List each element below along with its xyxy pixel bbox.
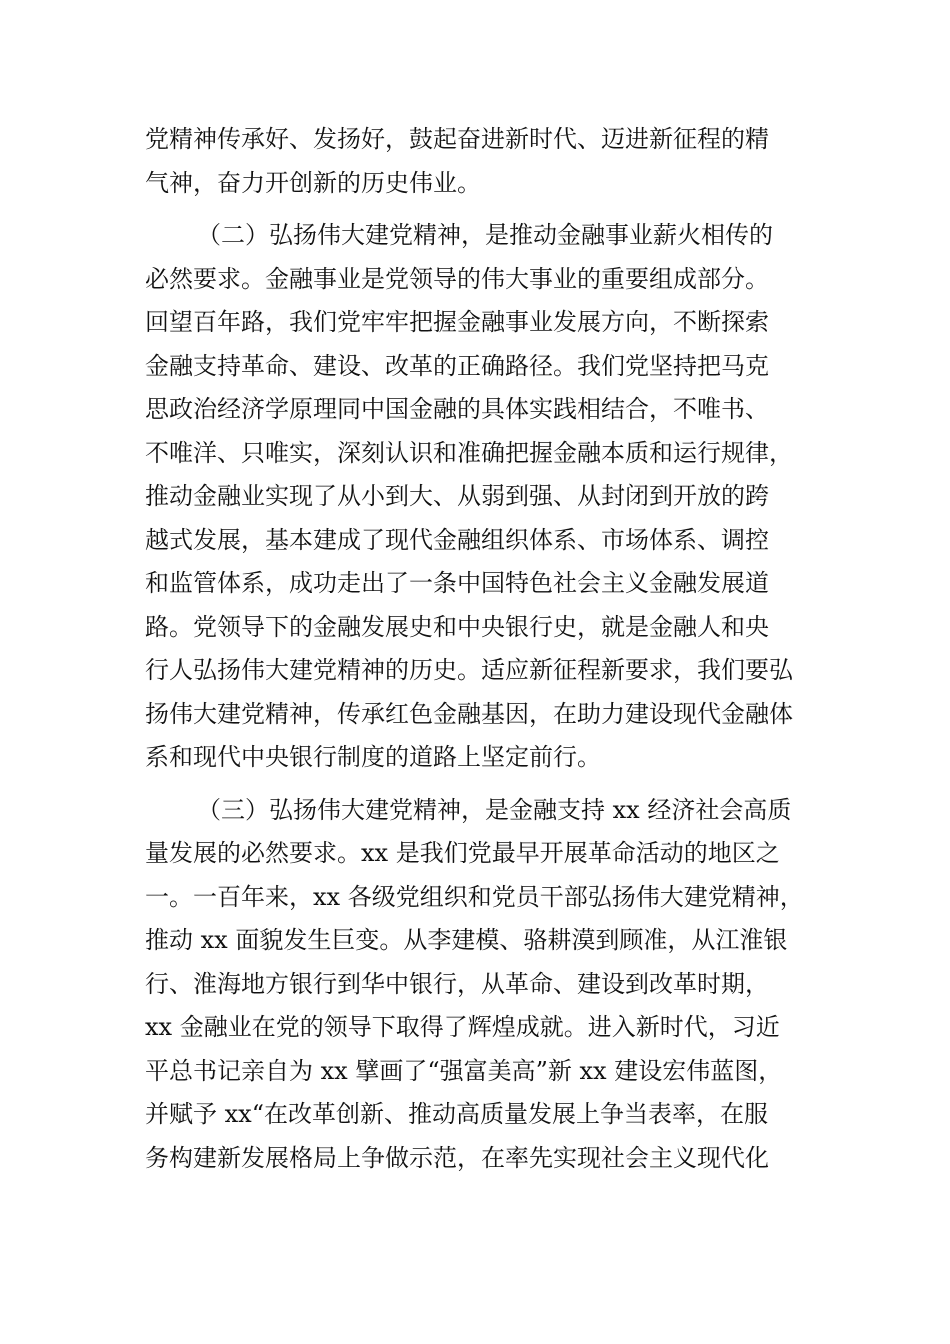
text-line: 必然要求。金融事业是党领导的伟大事业的重要组成部分。 — [145, 264, 769, 293]
text-line: 平总书记亲自为 xx 擘画了“强富美高”新 xx 建设宏伟蓝图， — [145, 1056, 783, 1085]
text-line: 推动金融业实现了从小到大、从弱到强、从封闭到开放的跨 — [145, 482, 769, 510]
text-line: 行人弘扬伟大建党精神的历史。适应新征程新要求，我们要弘 — [145, 656, 793, 684]
text-line: 系和现代中央银行制度的道路上坚定前行。 — [145, 743, 601, 771]
text-line: 和监管体系，成功走出了一条中国特色社会主义金融发展道 — [145, 569, 769, 597]
text-line: 量发展的必然要求。xx 是我们党最早开展革命活动的地区之 — [145, 839, 780, 867]
text-line: 不唯洋、只唯实，深刻认识和准确把握金融本质和运行规律， — [145, 438, 793, 467]
text-line: 思政治经济学原理同中国金融的具体实践相结合，不唯书、 — [145, 395, 769, 423]
text-line: xx 金融业在党的领导下取得了辉煌成就。进入新时代，习近 — [145, 1013, 780, 1041]
document-body — [145, 118, 815, 1180]
paragraph-gap — [145, 780, 815, 789]
paragraph-gap — [145, 205, 815, 214]
text-line: 务构建新发展格局上争做示范，在率先实现社会主义现代化 — [145, 1143, 769, 1172]
text-line: 党精神传承好、发扬好，鼓起奋进新时代、迈进新征程的精 — [145, 125, 769, 153]
text-line: 行、淮海地方银行到华中银行，从革命、建设到改革时期， — [145, 969, 769, 998]
paragraph-2 — [145, 214, 815, 780]
paragraph-3 — [145, 789, 815, 1181]
text-line: 回望百年路，我们党牢牢把握金融事业发展方向，不断探索 — [145, 308, 769, 336]
text-line: 推动 xx 面貌发生巨变。从李建模、骆耕漠到顾准，从江淮银 — [145, 926, 788, 954]
text-line: 气神，奋力开创新的历史伟业。 — [145, 168, 481, 197]
text-line: 金融支持革命、建设、改革的正确路径。我们党坚持把马克 — [145, 351, 769, 380]
text-line: 路。党领导下的金融发展史和中央银行史，就是金融人和央 — [145, 612, 769, 641]
text-line: 扬伟大建党精神，传承红色金融基因，在助力建设现代金融体 — [145, 699, 793, 728]
text-line: 并赋予 xx“在改革创新、推动高质量发展上争当表率，在服 — [145, 1100, 768, 1128]
text-line: （二）弘扬伟大建党精神，是推动金融事业薪火相传的 — [197, 221, 773, 249]
text-line: （三）弘扬伟大建党精神，是金融支持 xx 经济社会高质 — [197, 795, 792, 824]
paragraph-1 — [145, 118, 815, 205]
text-line: 越式发展，基本建成了现代金融组织体系、市场体系、调控 — [145, 525, 769, 554]
text-line: 一。一百年来，xx 各级党组织和党员干部弘扬伟大建党精神， — [145, 882, 804, 911]
